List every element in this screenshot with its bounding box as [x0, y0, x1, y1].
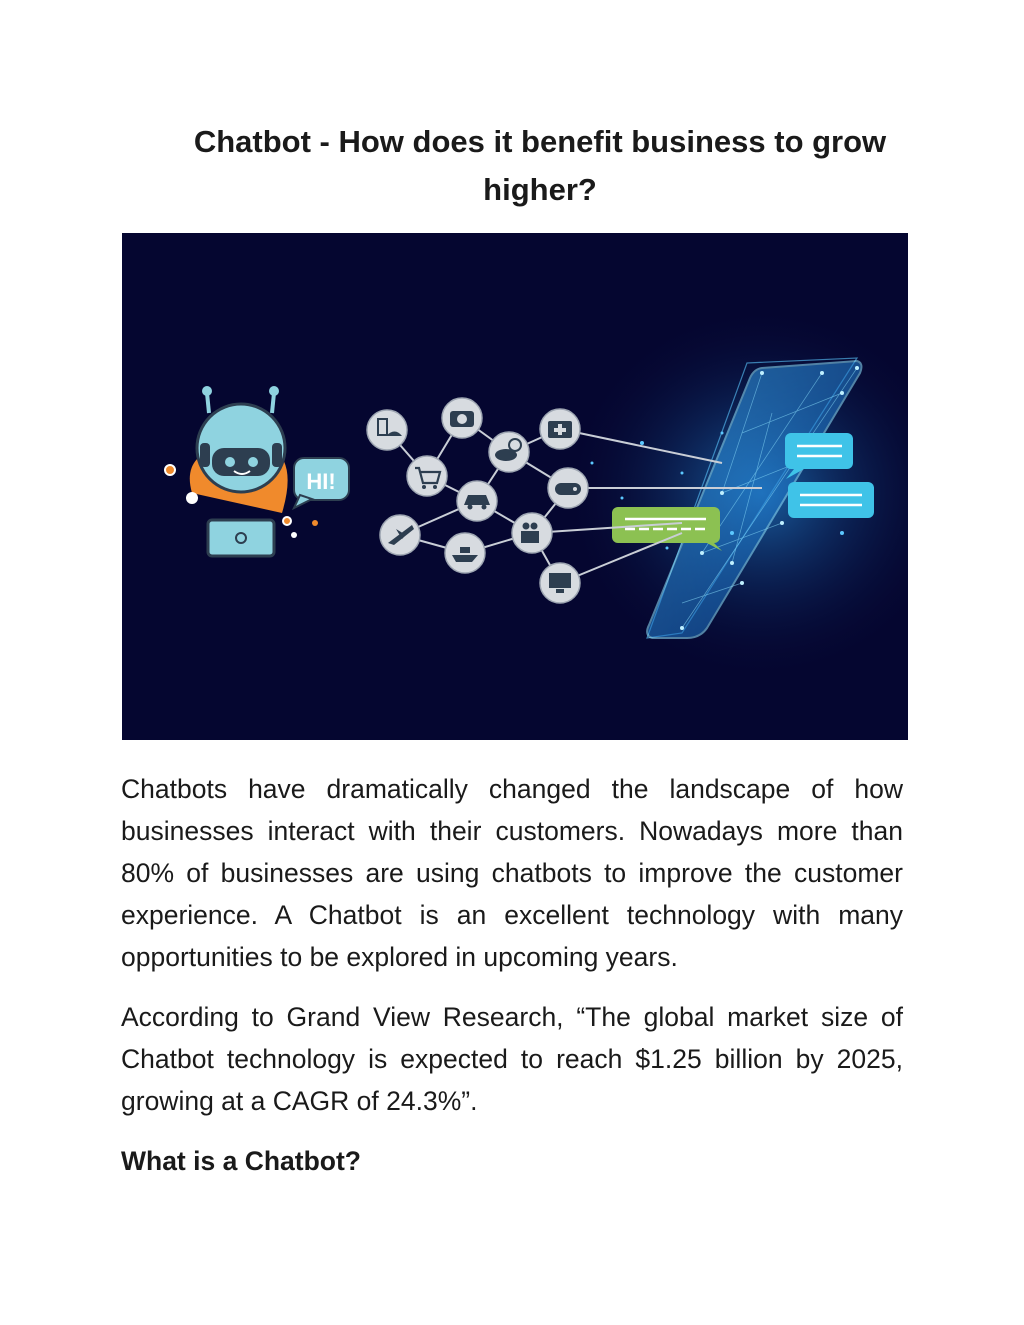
hero-illustration	[122, 233, 908, 740]
greeting-text: HI!	[306, 469, 336, 494]
chat-bubble-cyan-bottom	[788, 482, 874, 518]
page-title: Chatbot - How does it benefit business to grow higher?	[193, 124, 887, 207]
boat-icon	[445, 533, 485, 573]
shopping-cart-icon	[407, 456, 447, 496]
taxi-icon	[457, 481, 497, 521]
drink-burger-icon	[367, 410, 407, 450]
chatbot-network-illustration	[122, 233, 908, 740]
computer-icon	[540, 563, 580, 603]
weather-icon	[489, 432, 529, 472]
gamepad-icon	[548, 468, 588, 508]
market-size-paragraph: According to Grand View Research, “The global market size of Chatbot technology is expected to reach $1.25 billion by 2025, growing at a CAGR of 24.3%”.	[121, 1002, 903, 1116]
greeting-bubble	[294, 458, 349, 508]
section-heading: What is a Chatbot?	[121, 1146, 361, 1176]
cinema-icon	[512, 513, 552, 553]
medical-kit-icon	[540, 409, 580, 449]
intro-paragraph: Chatbots have dramatically changed the landscape of how businesses interact with their customers. Nowadays more than 80% of businesses are using chatbots to improve the customer experience. A Chatbot is an excellent technology with many opportunities to be explored in upcoming years.	[121, 774, 903, 972]
camera-icon	[442, 398, 482, 438]
airplane-icon	[380, 515, 420, 555]
